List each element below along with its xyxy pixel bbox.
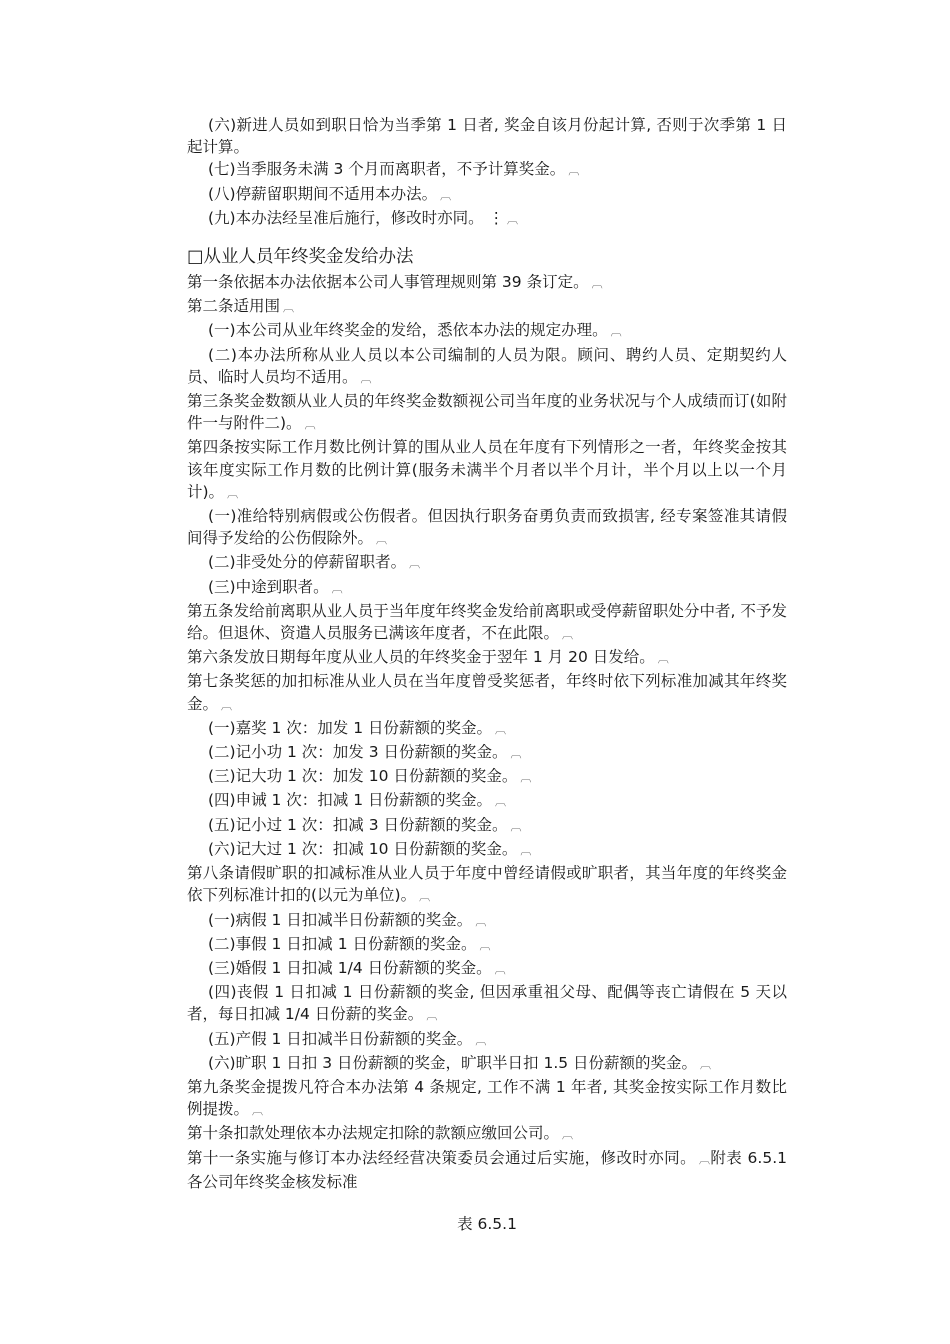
article-paragraph-text: 第六条发放日期每年度从业人员的年终奖金于翌年 1 月 20 日发给。 — [187, 648, 655, 667]
article-paragraph-text: 第三条奖金数额从业人员的年终奖金数额视公司当年度的业务状况与个人成绩而订(如附件一与附件二)。 — [187, 392, 787, 433]
article-list — [187, 271, 787, 1193]
article-paragraph-text: 第七条奖惩的加扣标准从业人员在当年度曾受奖惩者，年终时依下列标准加减其年终奖金。 — [187, 672, 787, 713]
intro-paragraph-text: (九)本办法经呈准后施行，修改时亦同。 ⋮ — [208, 208, 505, 227]
paragraph-mark-icon: ︹ — [495, 795, 507, 809]
article-paragraph — [187, 862, 787, 908]
article-paragraph-text: (六)记大过 1 次：扣减 10 日份薪额的奖金。 — [208, 839, 518, 858]
paragraph-mark-icon: ︹ — [657, 652, 669, 666]
paragraph-mark-icon: ︹ — [475, 914, 487, 928]
paragraph-mark-icon: ︹ — [221, 698, 233, 712]
paragraph-mark-icon: ︹ — [283, 301, 295, 315]
table-caption: 表 6.5.1 — [457, 1214, 517, 1233]
document-page — [187, 114, 787, 1235]
paragraph-mark-icon: ︹ — [475, 1033, 487, 1047]
paragraph-mark-icon: ︹ — [507, 212, 519, 226]
paragraph-mark-icon: ︹ — [568, 164, 580, 178]
article-paragraph-text: (五)产假 1 日扣减半日份薪额的奖金。 — [208, 1029, 473, 1048]
article-paragraph-text: (四)丧假 1 日扣减 1 日份薪额的奖金, 但因承重祖父母、配偶等丧亡请假在 5 天以者，每日扣减 1/4 日份薪的奖金。 — [187, 983, 787, 1024]
paragraph-mark-icon: ︹ — [495, 722, 507, 736]
intro-clauses — [187, 114, 787, 231]
paragraph-mark-icon: ︹ — [510, 819, 522, 833]
paragraph-mark-icon: ︹ — [409, 557, 421, 571]
paragraph-mark-icon: ︹ — [562, 1128, 574, 1142]
paragraph-mark-icon: ︹ — [510, 747, 522, 761]
article-paragraph-text: 第八条请假旷职的扣减标准从业人员于年度中曾经请假或旷职者，其当年度的年终奖金依下列标准计扣的(以元为单位)。 — [187, 864, 787, 905]
paragraph-mark-icon: ︹ — [699, 1152, 711, 1166]
article-paragraph — [187, 551, 787, 575]
article-paragraph-text: (二)记小功 1 次：加发 3 日份薪额的奖金。 — [208, 743, 508, 762]
paragraph-mark-icon: ︹ — [562, 628, 574, 642]
paragraph-mark-icon: ︹ — [494, 962, 506, 976]
intro-paragraph-text: (六)新进人员如到职日恰为当季第 1 日者, 奖金自该月份起计算, 否则于次季第 1 日起计算。 — [187, 116, 787, 157]
paragraph-mark-icon: ︹ — [252, 1104, 264, 1118]
article-paragraph-text: (六)旷职 1 日扣 3 日份薪额的奖金，旷职半日扣 1.5 日份薪额的奖金。 — [208, 1053, 698, 1072]
article-paragraph — [187, 436, 787, 505]
article-paragraph-text: 第二条适用围 — [187, 297, 281, 316]
article-paragraph — [187, 765, 787, 789]
paragraph-mark-icon: ︹ — [304, 418, 316, 432]
article-paragraph-text: (一)本公司从业年终奖金的发给，悉依本办法的规定办理。 — [208, 321, 608, 340]
paragraph-mark-icon: ︹ — [700, 1057, 712, 1071]
article-paragraph — [187, 505, 787, 551]
article-paragraph — [187, 814, 787, 838]
intro-paragraph — [187, 183, 787, 207]
paragraph-mark-icon: ︹ — [591, 277, 603, 291]
article-paragraph-text: (二)本办法所称从业人员以本公司编制的人员为限。顾问、聘约人员、定期契约人员、临时人员均不适用。 — [187, 345, 787, 386]
article-paragraph-text: (一)病假 1 日扣减半日份薪额的奖金。 — [208, 910, 473, 929]
intro-paragraph — [187, 207, 787, 231]
article-paragraph — [187, 319, 787, 343]
paragraph-mark-icon: ︹ — [520, 771, 532, 785]
paragraph-mark-icon: ︹ — [227, 486, 239, 500]
article-paragraph — [187, 909, 787, 933]
article-paragraph-text: (三)婚假 1 日扣减 1/4 日份薪额的奖金。 — [208, 958, 492, 977]
article-paragraph-text: (一)嘉奖 1 次：加发 1 日份薪额的奖金。 — [208, 718, 493, 737]
article-paragraph — [187, 670, 787, 716]
article-paragraph — [187, 981, 787, 1027]
article-paragraph — [187, 1052, 787, 1076]
paragraph-mark-icon: ︹ — [331, 581, 343, 595]
article-paragraph-text: 第一条依据本办法依据本公司人事管理规则第 39 条订定。 — [187, 273, 589, 292]
article-paragraph — [187, 646, 787, 670]
paragraph-mark-icon: ︹ — [440, 188, 452, 202]
article-paragraph-text: (二)事假 1 日扣减 1 日份薪额的奖金。 — [208, 934, 477, 953]
paragraph-mark-icon: ︹ — [360, 371, 372, 385]
article-paragraph — [187, 717, 787, 741]
article-paragraph-tail: 附表 6.5.1 各公司年终奖金核发标准 — [187, 1148, 787, 1191]
article-paragraph-text: 第四条按实际工作月数比例计算的围从业人员在年度有下列情形之一者，年终奖金按其该年度实际工作月数的比例计算(服务未满半个月者以半个月计，半个月以上以一个月计)。 — [187, 438, 787, 501]
paragraph-mark-icon: ︹ — [376, 533, 388, 547]
intro-paragraph-text: (七)当季服务未满 3 个月而离职者，不予计算奖金。 — [208, 160, 566, 179]
article-paragraph-text: (一)准给特别病假或公伤假者。但因执行职务奋勇负责而致损害, 经专案签准其请假间得予发给的公伤假除外。 — [187, 507, 787, 548]
article-paragraph — [187, 390, 787, 436]
article-paragraph — [187, 295, 787, 319]
paragraph-mark-icon: ︹ — [479, 938, 491, 952]
paragraph-mark-icon: ︹ — [520, 843, 532, 857]
article-paragraph-text: 第九条奖金提拨凡符合本办法第 4 条规定, 工作不满 1 年者, 其奖金按实际工作月数比例提拨。 — [187, 1077, 787, 1119]
article-paragraph-text: (五)记小过 1 次：扣减 3 日份薪额的奖金。 — [208, 815, 508, 834]
article-paragraph — [187, 600, 787, 646]
article-paragraph — [187, 271, 787, 295]
intro-paragraph-text: (八)停薪留职期间不适用本办法。 — [208, 184, 438, 203]
section-title: □从业人员年终奖金发给办法 — [187, 247, 414, 268]
paragraph-mark-icon: ︹ — [419, 890, 431, 904]
article-paragraph — [187, 1147, 787, 1193]
intro-paragraph — [187, 114, 787, 158]
article-paragraph — [187, 838, 787, 862]
article-paragraph — [187, 1122, 787, 1146]
article-paragraph — [187, 741, 787, 765]
article-paragraph — [187, 957, 787, 981]
article-paragraph-text: (四)申诫 1 次：扣减 1 日份薪额的奖金。 — [208, 791, 493, 810]
article-paragraph-text: 第十条扣款处理依本办法规定扣除的款额应缴回公司。 — [187, 1124, 560, 1143]
article-paragraph — [187, 576, 787, 600]
article-paragraph-text: (二)非受处分的停薪留职者。 — [208, 553, 407, 572]
intro-paragraph — [187, 158, 787, 182]
article-paragraph-text: (三)记大功 1 次：加发 10 日份薪额的奖金。 — [208, 767, 518, 786]
article-paragraph — [187, 1028, 787, 1052]
article-paragraph — [187, 1076, 787, 1122]
article-paragraph-text: (三)中途到职者。 — [208, 577, 329, 596]
article-paragraph-text: 第十一条实施与修订本办法经经营决策委员会通过后实施，修改时亦同。 — [187, 1148, 696, 1167]
article-paragraph — [187, 933, 787, 957]
article-paragraph — [187, 789, 787, 813]
article-paragraph-text: 第五条发给前离职从业人员于当年度年终奖金发给前离职或受停薪留职处分中者, 不予发给。但退休、资遣人员服务已满该年度者，不在此限。 — [187, 601, 787, 643]
article-paragraph — [187, 344, 787, 390]
paragraph-mark-icon: ︹ — [610, 325, 622, 339]
paragraph-mark-icon: ︹ — [426, 1009, 438, 1023]
